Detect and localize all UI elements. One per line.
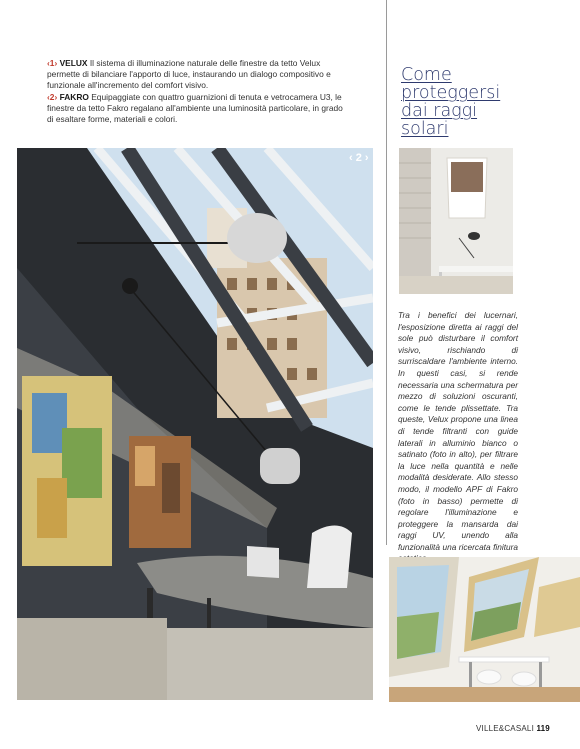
attic-office-photo (17, 148, 373, 700)
magazine-name: VILLE&CASALI (476, 724, 534, 733)
caption-fakro (47, 92, 347, 126)
velux-blinds-photo (399, 148, 513, 294)
column-divider (386, 0, 387, 545)
page-footer (476, 724, 550, 733)
caption-number: ‹2› (47, 91, 58, 102)
page-number: 119 (536, 724, 550, 733)
caption-brand: FAKRO (59, 91, 89, 102)
caption-brand: VELUX (59, 58, 88, 68)
sidebar-body: Tra i benefici dei lucernari, l'esposizione diretta ai raggi del sole può disturbare il comfort visivo, rischiando di surriscaldare l'ambiente interno. In questi casi, si rende necessaria una schermatura per mezzo di soluzioni oscuranti, come le tende plissettate. Tra queste, Velux propone una linea di tende filtranti con guide laterali in alluminio bianco o satinato (foto in alto), per filtrare la luce nella quantità e nelle modalità desiderate. Allo stesso modo, il modello APF di Fakro (foto in basso) permette di regolare l'illuminazione e proteggere la mansarda dai raggi UV, unendo alla funzionalità una ricercata finitura (398, 310, 518, 552)
caption-text: Equipaggiate con quattro guarnizioni di tenuta e vetrocamera U3, le finestre da tetto Fakro regalano all'ambiente una luminosità particolare, in grado di esaltare forme, materiali e colori. (47, 91, 343, 125)
caption-text: Il sistema di illuminazione naturale delle finestre da tetto Velux permette di bilanciare l'apporto di luce, instaurando un dialogo compositivo e funzionale all'incremento del comfort visivo. (47, 58, 331, 91)
sidebar-title: Come proteggersi dai raggi solari (401, 65, 501, 139)
fakro-blinds-photo (389, 557, 580, 702)
caption-number: ‹1› (47, 58, 58, 68)
photo-captions (47, 58, 347, 125)
photo-number: ‹ 2 › (349, 152, 369, 164)
caption-velux (47, 58, 347, 92)
